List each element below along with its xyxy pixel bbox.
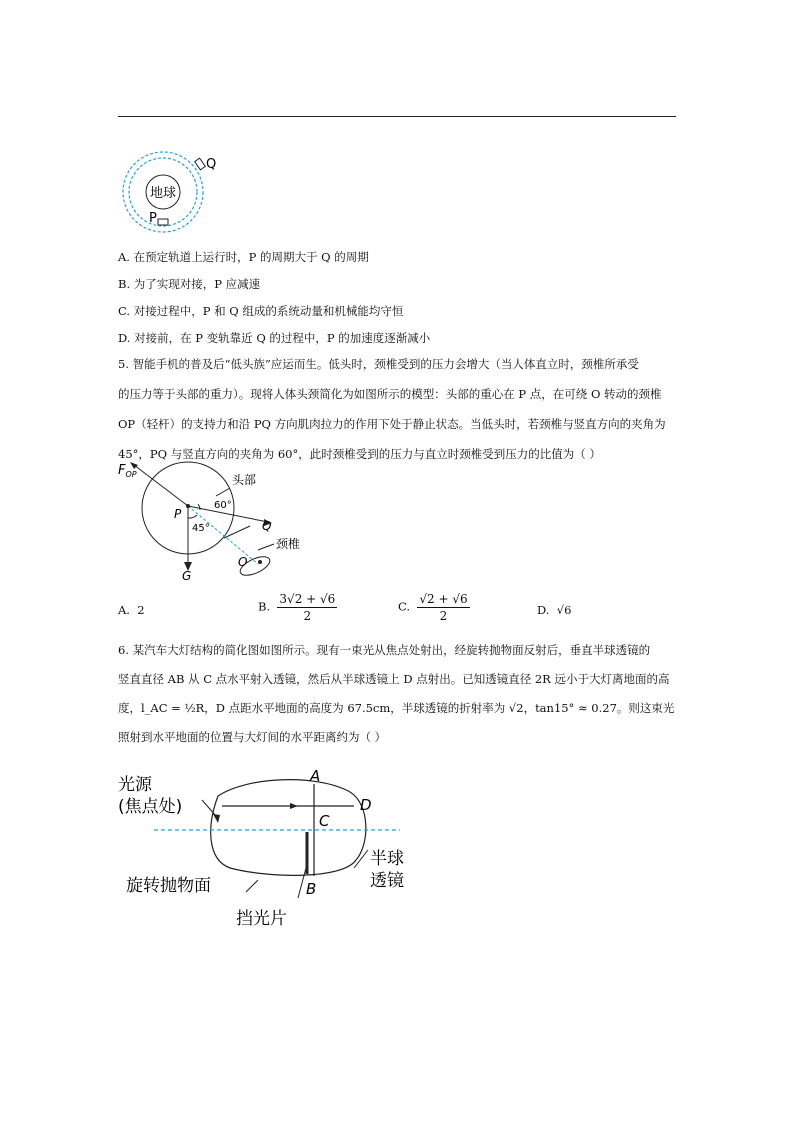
- neck-label: 颈椎: [276, 537, 301, 551]
- orbit-figure: [118, 142, 228, 234]
- q-point-label: Q: [262, 519, 272, 533]
- q5-line: 5. 智能手机的普及后“低头族”应运而生。低头时，颈椎受到的压力会增大（当人体直立时，颈椎所承受: [118, 357, 639, 371]
- q6-line: 6. 某汽车大灯结构的简化图如图所示。现有一束光从焦点处射出，经旋转抛物面反射后，垂直半球透镜的: [118, 643, 651, 657]
- q-label: Q: [206, 157, 217, 172]
- o-point-label: O: [238, 555, 248, 569]
- q5-option-d: D. √6: [537, 603, 572, 617]
- headlight-figure: [118, 768, 418, 934]
- a-label: A: [310, 768, 321, 785]
- paraboloid-label: 旋转抛物面: [126, 876, 211, 896]
- lens-label: 半球: [370, 849, 404, 869]
- shield-label: 挡光片: [236, 909, 287, 929]
- q6-line: 竖直直径 AB 从 C 点水平射入透镜，然后从半球透镜上 D 点射出。已知透镜直径 2R 远小于大灯离地面的高: [118, 672, 670, 686]
- fraction: $\frac{√2 + √6}{2}$: [419, 592, 468, 623]
- q6-line: 度，l_AC = ½R，D 点距水平地面的高度为 67.5cm，半球透镜的折射率为 √2，tan15° ≈ 0.27。则这束光: [118, 701, 675, 715]
- angle-45: 45°: [192, 523, 210, 534]
- fraction: $\frac{3√2 + √6}{2}$: [279, 592, 336, 623]
- g-label: G: [182, 569, 192, 582]
- q4-option-c: C. 对接过程中，P 和 Q 组成的系统动量和机械能均守恒: [118, 304, 404, 318]
- q5-option-c: C. $\frac{√2 + √6}{2}$: [398, 592, 468, 623]
- d-label: D: [360, 796, 372, 814]
- q5-text: [118, 349, 678, 469]
- head-label: 头部: [232, 473, 257, 487]
- q5-line: OP（轻杆）的支持力和沿 PQ 方向肌肉拉力的作用下处于静止状态。当低头时，若颈椎与竖直方向的夹角为: [118, 417, 666, 431]
- q4-option-a: A. 在预定轨道上运行时，P 的周期大于 Q 的周期: [118, 250, 369, 264]
- q4-option-b: B. 为了实现对接，P 应减速: [118, 277, 261, 291]
- earth-label: 地球: [149, 186, 177, 201]
- b-label: B: [306, 880, 317, 898]
- q5-line: 45°，PQ 与竖直方向的夹角为 60°，此时颈椎受到的压力与直立时颈椎受到压力的比值为（ ）: [118, 447, 601, 461]
- q5-option-a: A. 2: [118, 603, 145, 617]
- head-neck-figure: [118, 460, 318, 582]
- c-label: C: [319, 812, 330, 830]
- satellite-q: [195, 158, 206, 170]
- q5-option-b: B. $\frac{3√2 + √6}{2}$: [258, 592, 336, 623]
- p-point-label: P: [174, 507, 182, 521]
- satellite-p: [158, 219, 168, 225]
- angle-60: 60°: [214, 500, 232, 511]
- f-subscript: OP: [125, 470, 137, 479]
- lens-label-2: 透镜: [370, 871, 404, 891]
- source-label: 光源: [118, 775, 152, 795]
- header-rule: [118, 116, 676, 117]
- q6-text: [118, 636, 678, 752]
- f-label: $F_{OP}$: [118, 463, 137, 479]
- p-label: P: [149, 211, 157, 226]
- q5-line: 的压力等于头部的重力）。现将人体头颈简化为如图所示的模型：头部的重心在 P 点，在可绕 O 转动的颈椎: [118, 387, 662, 401]
- q4-option-d: D. 对接前，在 P 变轨靠近 Q 的过程中，P 的加速度逐渐减小: [118, 331, 431, 345]
- q6-line: 照射到水平地面的位置与大灯间的水平距离约为（ ）: [118, 730, 387, 744]
- source-sub-label: (焦点处): [118, 797, 183, 817]
